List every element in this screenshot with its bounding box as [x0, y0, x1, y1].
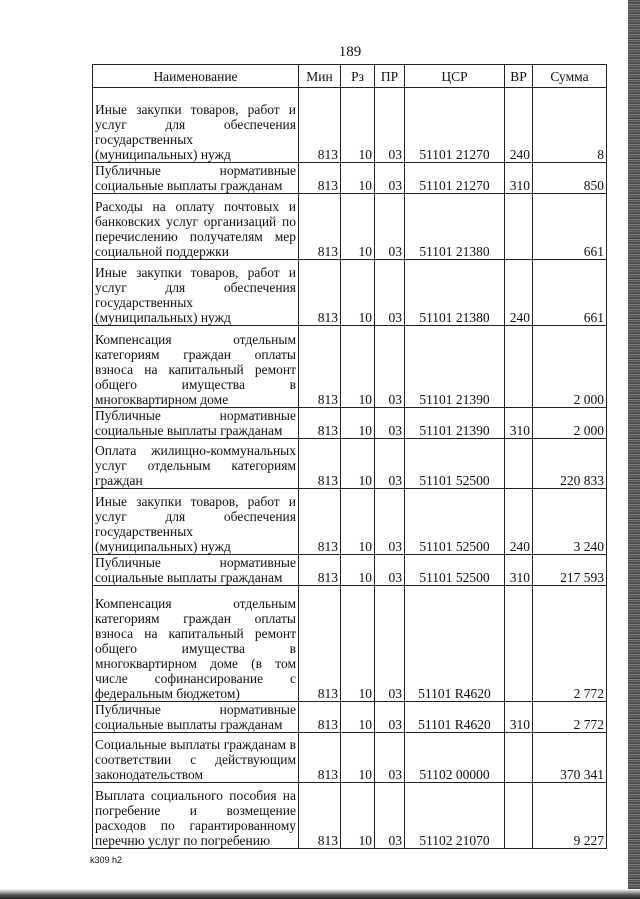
- row-min: 813: [299, 702, 341, 733]
- row-sum: 850: [533, 163, 607, 194]
- table-row: [93, 326, 607, 408]
- row-vr: [505, 194, 533, 260]
- header-min: Мин: [299, 65, 341, 88]
- row-rz: 10: [341, 783, 375, 849]
- row-sum: 370 341: [533, 733, 607, 783]
- row-csr: 51101 21380: [405, 260, 505, 326]
- row-pr: 03: [375, 408, 405, 439]
- row-rz: 10: [341, 489, 375, 555]
- row-sum: 2 772: [533, 586, 607, 702]
- header-rz: Рз: [341, 65, 375, 88]
- row-min: 813: [299, 733, 341, 783]
- row-rz: 10: [341, 702, 375, 733]
- table-row: [93, 408, 607, 439]
- row-rz: 10: [341, 439, 375, 489]
- row-vr: [505, 326, 533, 408]
- header-vr: ВР: [505, 65, 533, 88]
- row-pr: 03: [375, 733, 405, 783]
- row-min: 813: [299, 408, 341, 439]
- row-min: 813: [299, 260, 341, 326]
- table-header-row: [93, 65, 607, 88]
- row-csr: 51102 21070: [405, 783, 505, 849]
- row-pr: 03: [375, 702, 405, 733]
- row-sum: 2 000: [533, 408, 607, 439]
- row-pr: 03: [375, 489, 405, 555]
- row-rz: 10: [341, 194, 375, 260]
- row-sum: 661: [533, 260, 607, 326]
- row-name: Публичные нормативные социальные выплаты гражданам: [93, 163, 299, 194]
- row-min: 813: [299, 163, 341, 194]
- table-row: [93, 586, 607, 702]
- table-row: [93, 489, 607, 555]
- row-rz: 10: [341, 408, 375, 439]
- row-name: Компенсация отдельным категориям граждан оплаты взноса на капитальный ремонт общего имущества в многоквартирном доме: [93, 326, 299, 408]
- row-csr: 51102 00000: [405, 733, 505, 783]
- row-vr: 240: [505, 489, 533, 555]
- row-csr: 51101 R4620: [405, 702, 505, 733]
- row-csr: 51101 21380: [405, 194, 505, 260]
- row-pr: 03: [375, 326, 405, 408]
- row-rz: 10: [341, 326, 375, 408]
- table-row: [93, 783, 607, 849]
- row-name: Иные закупки товаров, работ и услуг для обеспечения государственных (муниципальных) нужд: [93, 260, 299, 326]
- table-row: [93, 88, 607, 163]
- row-min: 813: [299, 586, 341, 702]
- row-name: Социальные выплаты гражданам в соответствии с действующим законодательством: [93, 733, 299, 783]
- row-name: Оплата жилищно-коммунальных услуг отдельным категориям граждан: [93, 439, 299, 489]
- row-pr: 03: [375, 260, 405, 326]
- row-name: Иные закупки товаров, работ и услуг для обеспечения государственных (муниципальных) нужд: [93, 489, 299, 555]
- row-vr: [505, 586, 533, 702]
- header-name: Наименование: [93, 65, 299, 88]
- row-name: Выплата социального пособия на погребение и возмещение расходов по гарантированному перечню услуг по погребению: [93, 783, 299, 849]
- table-row: [93, 194, 607, 260]
- row-name: Публичные нормативные социальные выплаты гражданам: [93, 555, 299, 586]
- row-pr: 03: [375, 586, 405, 702]
- row-name: Публичные нормативные социальные выплаты гражданам: [93, 702, 299, 733]
- budget-table: [92, 64, 607, 849]
- row-name: Публичные нормативные социальные выплаты гражданам: [93, 408, 299, 439]
- row-vr: [505, 733, 533, 783]
- table-row: [93, 163, 607, 194]
- table-row: [93, 555, 607, 586]
- row-csr: 51101 21270: [405, 163, 505, 194]
- header-sum: Сумма: [533, 65, 607, 88]
- header-pr: ПР: [375, 65, 405, 88]
- row-rz: 10: [341, 733, 375, 783]
- row-rz: 10: [341, 163, 375, 194]
- row-pr: 03: [375, 163, 405, 194]
- page-number: 189: [338, 44, 362, 60]
- row-min: 813: [299, 88, 341, 163]
- row-min: 813: [299, 783, 341, 849]
- row-csr: 51101 52500: [405, 555, 505, 586]
- row-vr: 310: [505, 408, 533, 439]
- row-rz: 10: [341, 555, 375, 586]
- row-csr: 51101 21270: [405, 88, 505, 163]
- row-min: 813: [299, 439, 341, 489]
- row-csr: 51101 52500: [405, 439, 505, 489]
- scan-bottom-artifact: [0, 889, 640, 899]
- row-name: Расходы на оплату почтовых и банковских услуг организаций по перечислению получателям мер социальной поддержки: [93, 194, 299, 260]
- row-csr: 51101 52500: [405, 489, 505, 555]
- table-row: [93, 702, 607, 733]
- row-min: 813: [299, 194, 341, 260]
- row-min: 813: [299, 555, 341, 586]
- row-rz: 10: [341, 586, 375, 702]
- row-pr: 03: [375, 783, 405, 849]
- header-csr: ЦСР: [405, 65, 505, 88]
- row-vr: [505, 439, 533, 489]
- row-pr: 03: [375, 555, 405, 586]
- row-vr: [505, 783, 533, 849]
- footer-code: k309 h2: [90, 855, 123, 865]
- scan-edge-artifact: [628, 0, 640, 899]
- row-rz: 10: [341, 88, 375, 163]
- row-pr: 03: [375, 88, 405, 163]
- row-csr: 51101 21390: [405, 326, 505, 408]
- row-vr: 310: [505, 702, 533, 733]
- table-row: [93, 260, 607, 326]
- row-rz: 10: [341, 260, 375, 326]
- row-pr: 03: [375, 194, 405, 260]
- row-vr: 240: [505, 260, 533, 326]
- row-sum: 2 000: [533, 326, 607, 408]
- row-sum: 217 593: [533, 555, 607, 586]
- row-name: Иные закупки товаров, работ и услуг для обеспечения государственных (муниципальных) нужд: [93, 88, 299, 163]
- row-vr: 310: [505, 555, 533, 586]
- row-csr: 51101 R4620: [405, 586, 505, 702]
- row-sum: 661: [533, 194, 607, 260]
- row-vr: 240: [505, 88, 533, 163]
- table-row: [93, 733, 607, 783]
- row-vr: 310: [505, 163, 533, 194]
- row-min: 813: [299, 326, 341, 408]
- row-sum: 2 772: [533, 702, 607, 733]
- row-sum: 9 227: [533, 783, 607, 849]
- row-sum: 3 240: [533, 489, 607, 555]
- row-sum: 8: [533, 88, 607, 163]
- row-sum: 220 833: [533, 439, 607, 489]
- table-row: [93, 439, 607, 489]
- row-csr: 51101 21390: [405, 408, 505, 439]
- row-name: Компенсация отдельным категориям граждан оплаты взноса на капитальный ремонт общего имущества в многоквартирном доме (в том числе софинансирование с федеральным бюджетом): [93, 586, 299, 702]
- row-min: 813: [299, 489, 341, 555]
- row-pr: 03: [375, 439, 405, 489]
